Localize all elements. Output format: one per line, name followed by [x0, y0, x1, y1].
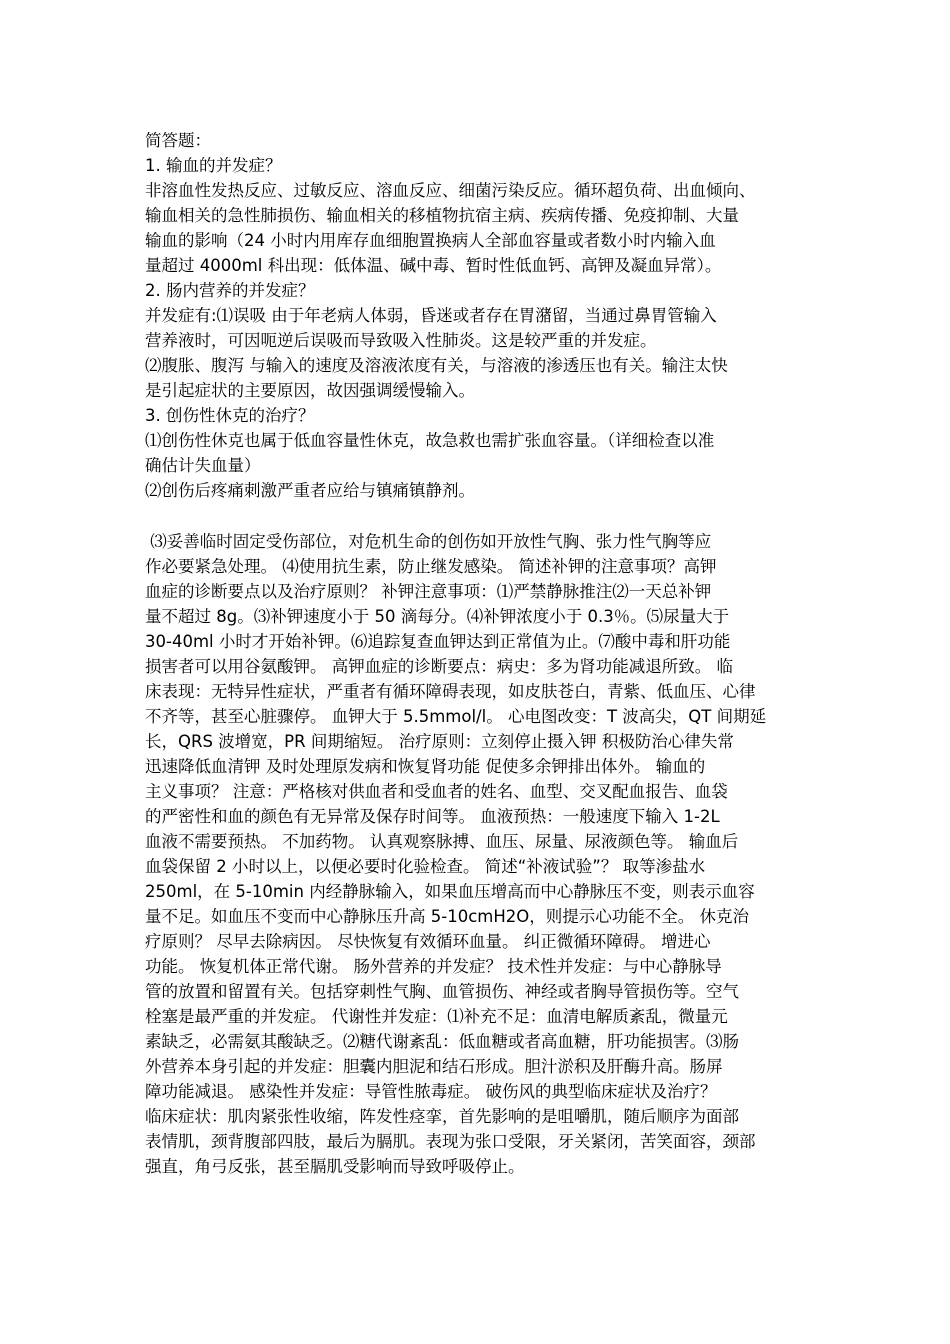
- text-line: 障功能减退。 感染性并发症：导管性脓毒症。 破伤风的典型临床症状及治疗？: [145, 1082, 717, 1101]
- document-section-2: [145, 529, 815, 1179]
- text-line: 管的放置和留置有关。包括穿刺性气胸、血管损伤、神经或者胸导管损伤等。空气: [145, 982, 739, 1001]
- text-line: 作必要紧急处理。 ⑷使用抗生素，防止继发感染。 简述补钾的注意事项？高钾: [145, 557, 717, 576]
- text-line: ⑵创伤后疼痛刺激严重者应给与镇痛镇静剂。: [145, 481, 475, 500]
- text-line: 30-40ml 小时才开始补钾。⑹追踪复查血钾达到正常值为止。⑺酸中毒和肝功能: [145, 632, 731, 651]
- text-line: 栓塞是最严重的并发症。 代谢性并发症：⑴补充不足：血清电解质紊乱，微量元: [145, 1007, 728, 1026]
- text-line: 外营养本身引起的并发症：胆囊内胆泥和结石形成。胆汁淤积及肝酶升高。肠屏: [145, 1057, 723, 1076]
- text-line: 输血的影响（24 小时内用库存血细胞置换病人全部血容量或者数小时内输入血: [145, 231, 716, 250]
- text-line: 血症的诊断要点以及治疗原则？ 补钾注意事项：⑴严禁静脉推注⑵一天总补钾: [145, 582, 712, 601]
- text-line: 量不足。如血压不变而中心静脉压升高 5-10cmH2O，则提示心功能不全。 休克治: [145, 907, 749, 926]
- text-line: 量不超过 8g。⑶补钾速度小于 50 滴每分。⑷补钾浓度小于 0.3％。⑸尿量大于: [145, 607, 730, 626]
- question-1-title: 1. 输血的并发症？: [145, 156, 282, 175]
- document-page: [145, 128, 815, 1179]
- text-line: 强直，角弓反张，甚至膈肌受影响而导致呼吸停止。: [145, 1157, 525, 1176]
- text-line: 疗原则？ 尽早去除病因。 尽快恢复有效循环血量。 纠正微循环障碍。 增进心: [145, 932, 711, 951]
- text-line: 临床症状：肌肉紧张性收缩，阵发性痉挛，首先影响的是咀嚼肌，随后顺序为面部: [145, 1107, 739, 1126]
- text-line: ⑴创伤性休克也属于低血容量性休克，故急救也需扩张血容量。（详细检查以准: [145, 431, 715, 450]
- text-line: 素缺乏，必需氨其酸缺乏。⑵糖代谢紊乱：低血糖或者高血糖，肝功能损害。⑶肠: [145, 1032, 739, 1051]
- text-line: 的严密性和血的颜色有无异常及保存时间等。 血液预热：一般速度下输入 1-2L: [145, 807, 720, 826]
- text-line: 并发症有:⑴误吸 由于年老病人体弱，昏迷或者存在胃潴留，当通过鼻胃管输入: [145, 306, 717, 325]
- text-line: 血袋保留 2 小时以上，以便必要时化验检查。 简述“补液试验”？ 取等渗盐水: [145, 857, 706, 876]
- text-line: 长，QRS 波增宽，PR 间期缩短。 治疗原则：立刻停止摄入钾 积极防治心律失常: [145, 732, 734, 751]
- text-line: 迅速降低血清钾 及时处理原发病和恢复肾功能 促使多余钾排出体外。 输血的: [145, 757, 706, 776]
- text-line: 250ml，在 5-10min 内经静脉输入，如果血压增高而中心静脉压不变，则表示血容: [145, 882, 755, 901]
- text-line: 输血相关的急性肺损伤、输血相关的移植物抗宿主病、疾病传播、免疫抑制、大量: [145, 206, 739, 225]
- text-line: 血液不需要预热。 不加药物。 认真观察脉搏、血压、尿量、尿液颜色等。 输血后: [145, 832, 739, 851]
- paragraph-gap: [145, 503, 815, 529]
- text-line: 确估计失血量）: [145, 456, 261, 475]
- text-line: 床表现：无特异性症状，严重者有循环障碍表现，如皮肤苍白，青紫、低血压、心律: [145, 682, 756, 701]
- text-line: 功能。 恢复机体正常代谢。 肠外营养的并发症？ 技术性并发症：与中心静脉导: [145, 957, 722, 976]
- text-line: 表情肌，颈背腹部四肢，最后为膈肌。表现为张口受限，牙关紧闭，苦笑面容，颈部: [145, 1132, 756, 1151]
- text-line: 非溶血性发热反应、过敏反应、溶血反应、细菌污染反应。循环超负荷、出血倾向、: [145, 181, 756, 200]
- text-line: 不齐等，甚至心脏骤停。 血钾大于 5.5mmol/l。 心电图改变：T 波高尖，QT 间期延: [145, 707, 767, 726]
- text-line: 营养液时，可因呃逆后误吸而导致吸入性肺炎。这是较严重的并发症。: [145, 331, 657, 350]
- text-line: 量超过 4000ml 科出现：低体温、碱中毒、暂时性低血钙、高钾及凝血异常）。: [145, 256, 722, 275]
- question-3-title: 3. 创伤性休克的治疗？: [145, 406, 315, 425]
- text-line: 是引起症状的主要原因，故因强调缓慢输入。: [145, 381, 475, 400]
- text-line: ⑶妥善临时固定受伤部位，对危机生命的创伤如开放性气胸、张力性气胸等应: [145, 532, 712, 551]
- question-2-title: 2. 肠内营养的并发症？: [145, 281, 315, 300]
- text-line: 损害者可以用谷氨酸钾。 高钾血症的诊断要点：病史：多为肾功能减退所致。 临: [145, 657, 733, 676]
- text-line: ⑵腹胀、腹泻 与输入的速度及溶液浓度有关，与溶液的渗透压也有关。输注太快: [145, 356, 728, 375]
- document-section-1: [145, 128, 815, 503]
- text-line: 主义事项？ 注意：严格核对供血者和受血者的姓名、血型、交叉配血报告、血袋: [145, 782, 728, 801]
- doc-heading: 简答题：: [145, 131, 211, 150]
